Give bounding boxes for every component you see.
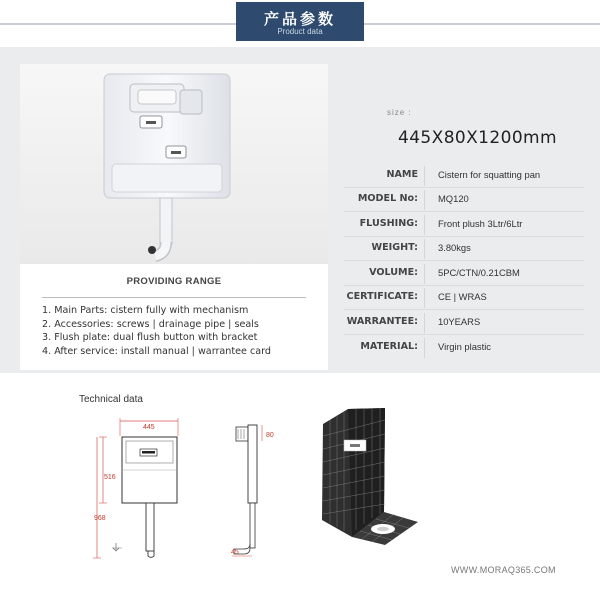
spec-value: 3.80kgs <box>438 242 471 253</box>
spec-value: 10YEARS <box>438 316 481 327</box>
spec-value: Front plush 3Ltr/6Ltr <box>438 218 523 229</box>
dim-depth-label: 80 <box>266 432 274 439</box>
spec-label: MODEL No: <box>357 193 418 204</box>
spec-label: NAME <box>386 169 418 180</box>
spec-value: 5PC/CTN/0.21CBM <box>438 267 520 278</box>
dim-width-label: 445 <box>143 424 155 431</box>
dim-pipe-offset-label: 45 <box>231 549 239 556</box>
spec-label: MATERIAL: <box>360 341 418 352</box>
range-item: 4. After service: install manual | warrantee card <box>42 345 272 357</box>
spec-label: CERTIFICATE: <box>346 291 418 302</box>
dim-total-height-label: 968 <box>94 515 106 522</box>
size-value: 445X80X1200mm <box>398 128 557 148</box>
spec-value: Cistern for squatting pan <box>438 169 541 180</box>
website-url: WWW.MORAQ365.COM <box>451 565 556 575</box>
providing-range-title: PROVIDING RANGE <box>126 276 222 287</box>
side-view-drawing <box>232 425 262 556</box>
front-view-drawing <box>93 418 178 558</box>
spec-value: Virgin plastic <box>438 341 491 352</box>
spec-label: FLUSHING: <box>359 218 418 229</box>
spec-label: WEIGHT: <box>371 242 418 253</box>
range-item: 1. Main Parts: cistern fully with mechanism <box>42 305 249 316</box>
installation-diagram <box>322 408 418 545</box>
header-subtitle: Product data <box>277 27 323 36</box>
spec-label: VOLUME: <box>369 267 418 278</box>
spec-label: WARRANTEE: <box>346 316 418 327</box>
dim-upper-height-label: 516 <box>104 474 116 481</box>
spec-value: MQ120 <box>438 193 469 204</box>
header-title: 产品参数 <box>263 10 336 28</box>
technical-data-title: Technical data <box>79 394 143 405</box>
range-item: 3. Flush plate: dual flush button with bracket <box>42 332 258 344</box>
spec-value: CE | WRAS <box>438 291 487 302</box>
size-label: size : <box>387 108 412 117</box>
range-item: 2. Accessories: screws | drainage pipe | seals <box>42 318 259 330</box>
